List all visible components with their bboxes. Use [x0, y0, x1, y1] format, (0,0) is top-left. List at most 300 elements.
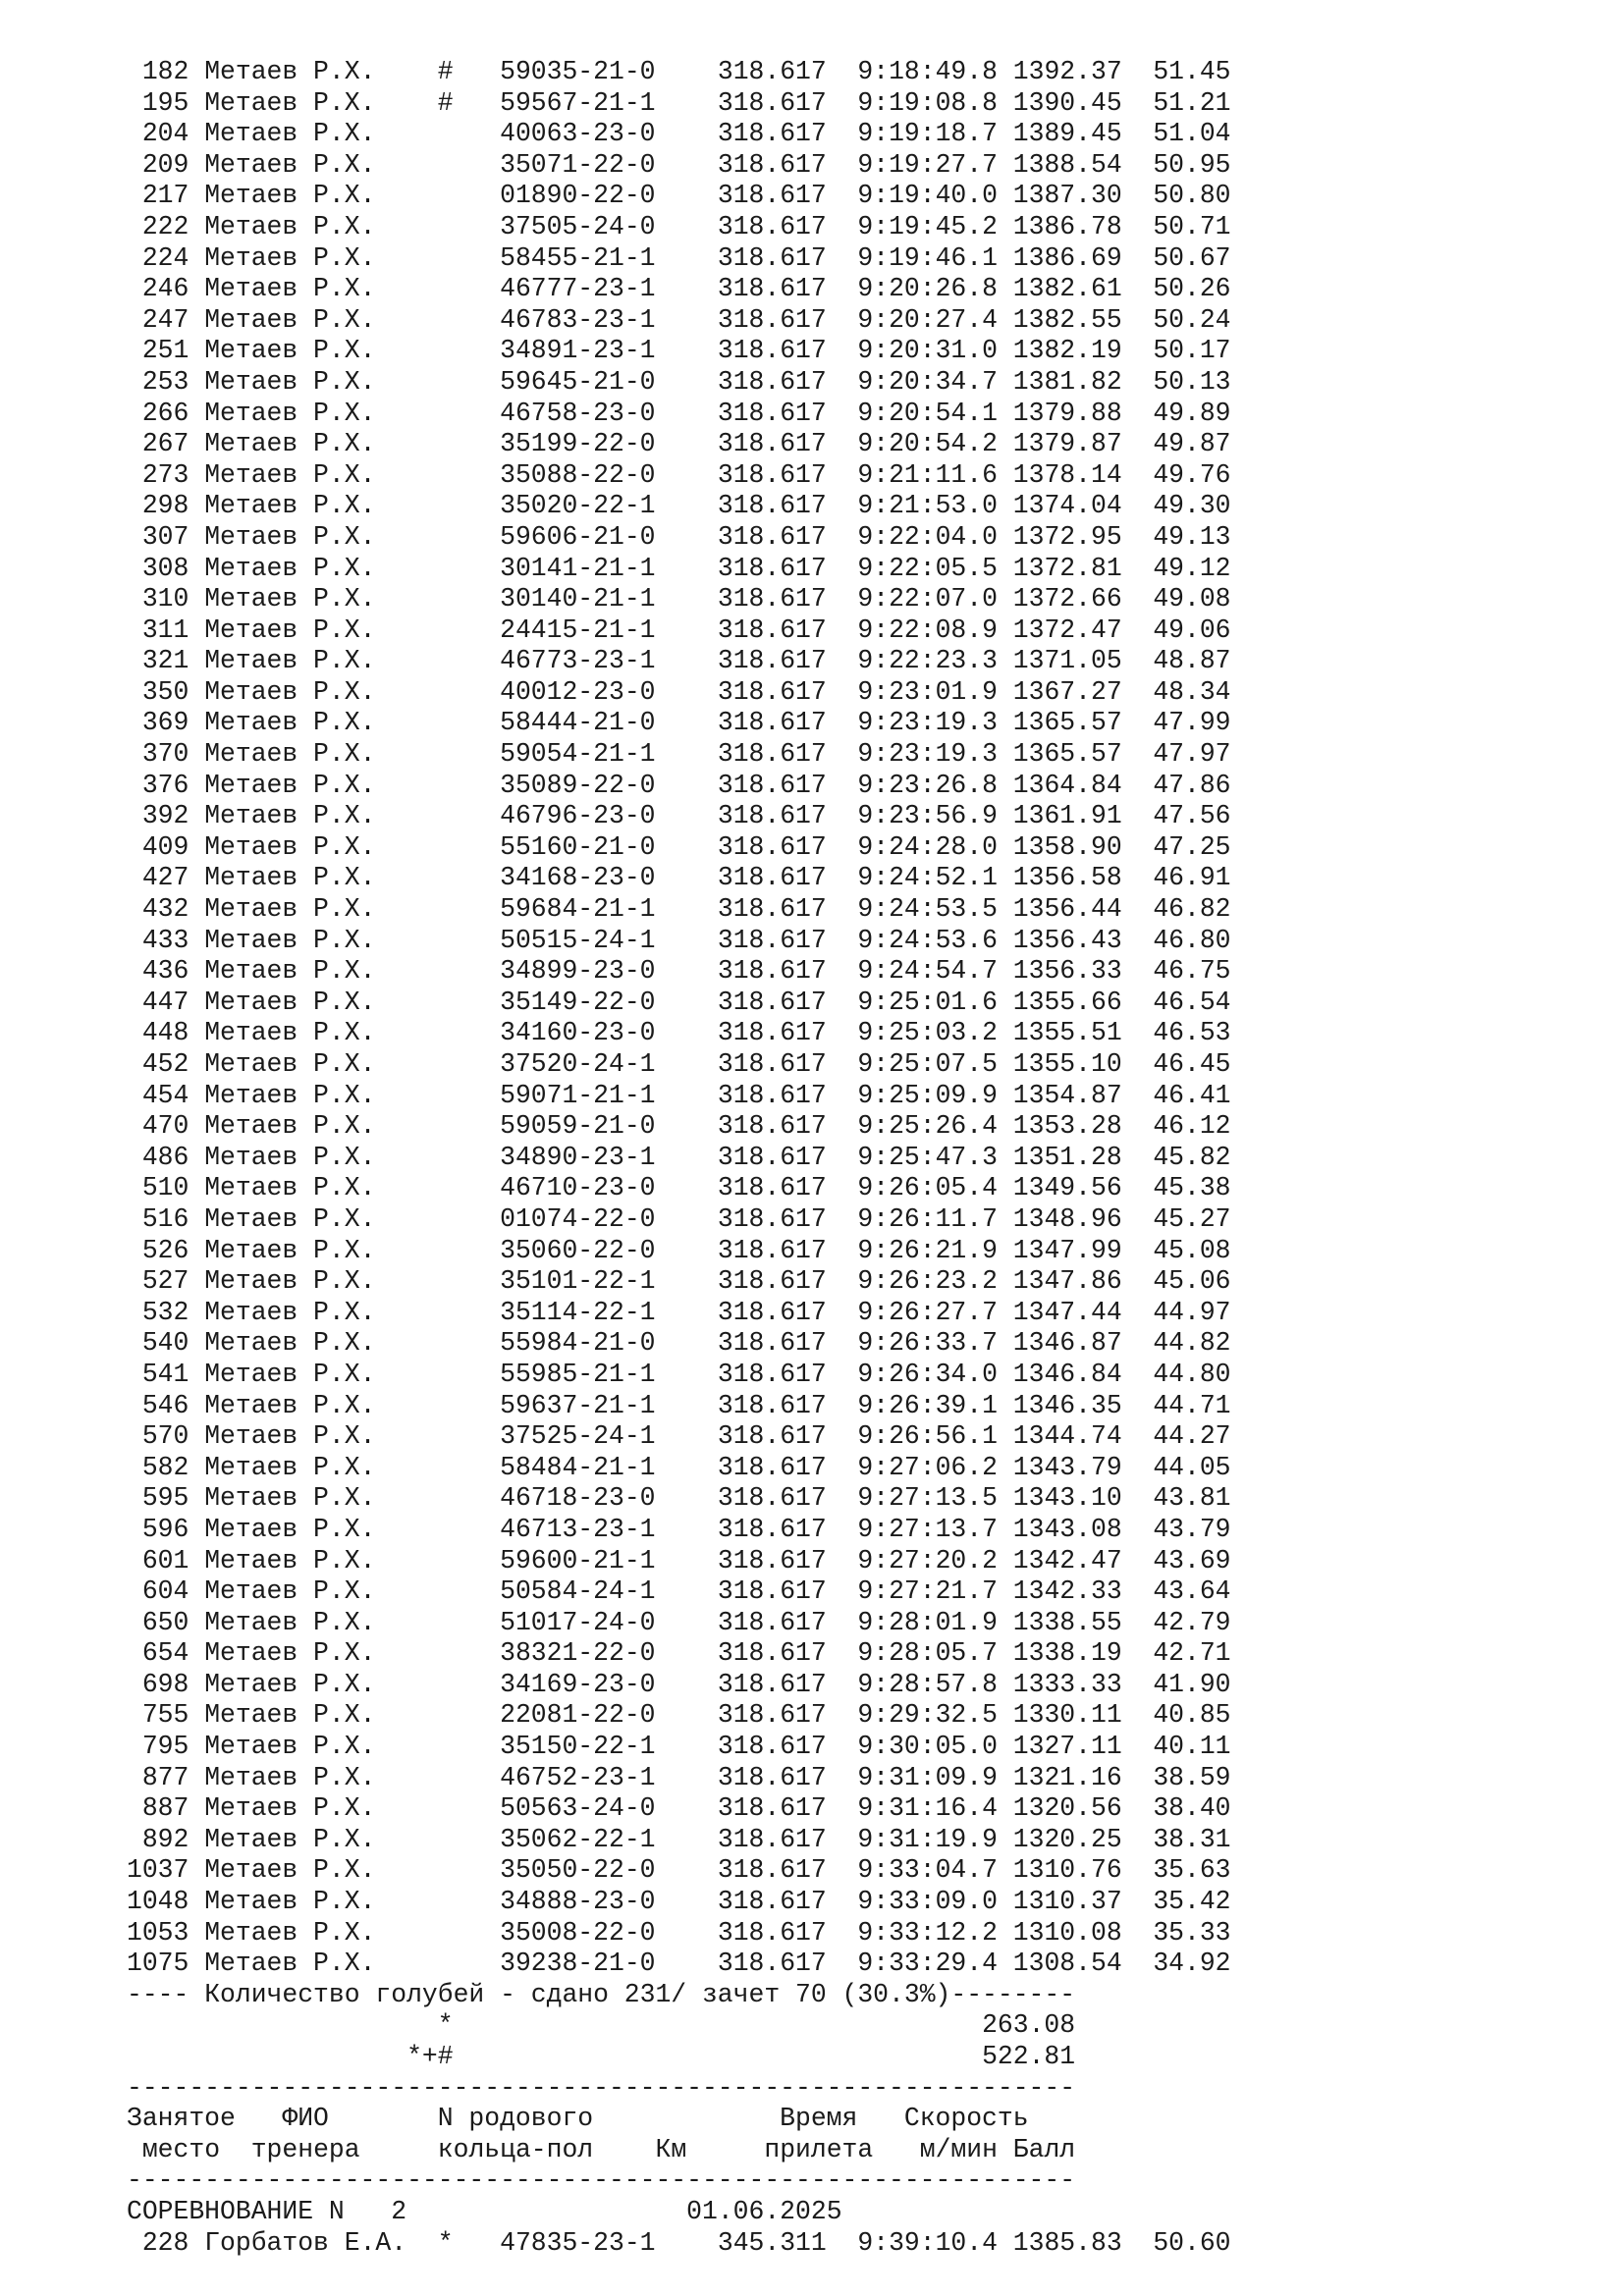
ring-cell: 46796-23-0 — [500, 801, 656, 831]
score-cell: 49.06 — [1137, 614, 1231, 645]
score-cell: 46.12 — [1137, 1111, 1231, 1142]
score-cell: 45.82 — [1137, 1142, 1231, 1172]
place-cell: 541 — [127, 1359, 189, 1389]
trainer-cell: Метаев Р.Х. — [204, 1328, 438, 1359]
score-cell: 44.82 — [1137, 1328, 1231, 1359]
score-cell: 50.60 — [1137, 2227, 1231, 2258]
place-cell: 447 — [127, 987, 189, 1017]
place-cell: 698 — [127, 1669, 189, 1699]
time-cell: 9:19:45.2 — [857, 211, 998, 241]
km-cell: 318.617 — [717, 1266, 827, 1297]
time-cell: 9:26:39.1 — [857, 1390, 998, 1420]
mark-cell — [438, 584, 454, 614]
time-cell: 9:23:26.8 — [857, 770, 998, 800]
ring-cell: 34888-23-0 — [500, 1887, 656, 1917]
trainer-cell: Метаев Р.Х. — [204, 863, 438, 893]
mark-cell — [438, 181, 454, 210]
speed-cell: 1381.82 — [1012, 366, 1122, 397]
km-cell: 318.617 — [717, 242, 827, 273]
km-cell: 318.617 — [717, 1949, 827, 1979]
km-cell: 318.617 — [717, 181, 827, 211]
trainer-cell: Метаев Р.Х. — [204, 1452, 438, 1482]
km-cell: 318.617 — [717, 956, 827, 987]
ring-cell: 59606-21-0 — [500, 521, 656, 552]
ring-cell: 59035-21-0 — [500, 57, 656, 86]
place-cell: 321 — [127, 646, 189, 676]
time-cell: 9:20:34.7 — [857, 366, 998, 397]
score-cell: 49.89 — [1137, 398, 1231, 428]
km-cell: 318.617 — [717, 1173, 827, 1203]
score-cell: 49.76 — [1137, 459, 1231, 490]
table-row — [127, 1453, 1231, 1484]
speed-cell: 1330.11 — [1012, 1700, 1122, 1731]
score-cell: 45.38 — [1137, 1173, 1231, 1203]
speed-cell: 1387.30 — [1012, 181, 1122, 211]
speed-cell: 1343.79 — [1012, 1452, 1122, 1482]
speed-cell: 1378.14 — [1012, 459, 1122, 490]
score-cell: 34.92 — [1137, 1949, 1231, 1979]
column-header — [127, 2135, 1231, 2166]
speed-cell: 1382.19 — [1012, 336, 1122, 366]
mark-cell — [438, 1546, 454, 1575]
mark-cell — [438, 1670, 454, 1699]
mark-cell — [438, 1515, 454, 1544]
ring-cell: 35199-22-0 — [500, 429, 656, 459]
ring-cell: 34168-23-0 — [500, 863, 656, 893]
time-cell: 9:26:11.7 — [857, 1203, 998, 1234]
place-cell: 526 — [127, 1235, 189, 1265]
ring-cell: 34890-23-1 — [500, 1142, 656, 1172]
table-row — [127, 1576, 1231, 1608]
km-cell: 318.617 — [717, 366, 827, 397]
km-cell: 318.617 — [717, 894, 827, 925]
score-cell: 49.13 — [1137, 521, 1231, 552]
km-cell: 318.617 — [717, 614, 827, 645]
table-row — [127, 1298, 1231, 1329]
table-row — [127, 926, 1231, 957]
header-place: место — [141, 2134, 221, 2164]
time-cell: 9:26:21.9 — [857, 1235, 998, 1265]
subtotal-line — [127, 2042, 1231, 2073]
km-cell: 318.617 — [717, 770, 827, 800]
mark-cell — [438, 1236, 454, 1265]
ring-cell: 59567-21-1 — [500, 87, 656, 118]
place-cell: 795 — [127, 1732, 189, 1762]
time-cell: 9:24:54.7 — [857, 956, 998, 987]
speed-cell: 1372.81 — [1012, 553, 1122, 583]
mark-cell — [438, 1887, 454, 1916]
time-cell: 9:24:52.1 — [857, 863, 998, 893]
table-row — [127, 1793, 1231, 1825]
table-row — [127, 1111, 1231, 1143]
trainer-cell: Метаев Р.Х. — [204, 242, 438, 273]
place-cell: 298 — [127, 491, 189, 521]
km-cell: 318.617 — [717, 1514, 827, 1544]
competition-date: 01.06.2025 — [686, 2196, 842, 2226]
trainer-cell: Метаев Р.Х. — [204, 894, 438, 925]
score-cell: 45.27 — [1137, 1203, 1231, 1234]
place-cell: 755 — [127, 1700, 189, 1731]
trainer-cell: Метаев Р.Х. — [204, 149, 438, 180]
mark-cell — [438, 739, 454, 769]
km-cell: 318.617 — [717, 491, 827, 521]
trainer-cell: Метаев Р.Х. — [204, 676, 438, 707]
table-row — [127, 832, 1231, 864]
trainer-cell: Метаев Р.Х. — [204, 57, 438, 86]
mark-cell — [438, 1918, 454, 1948]
trainer-cell: Метаев Р.Х. — [204, 1949, 438, 1979]
km-cell: 318.617 — [717, 1452, 827, 1482]
mark-cell — [438, 1173, 454, 1202]
place-cell: 350 — [127, 676, 189, 707]
score-cell: 43.64 — [1137, 1576, 1231, 1607]
mark-cell — [438, 1328, 454, 1358]
time-cell: 9:21:11.6 — [857, 459, 998, 490]
mark-cell — [438, 1049, 454, 1079]
ring-cell: 35008-22-0 — [500, 1917, 656, 1948]
mark-cell — [438, 1576, 454, 1606]
ring-cell: 38321-22-0 — [500, 1638, 656, 1669]
mark-cell — [438, 801, 454, 830]
place-cell: 228 — [127, 2227, 189, 2258]
km-cell: 318.617 — [717, 1049, 827, 1079]
trainer-cell: Метаев Р.Х. — [204, 708, 438, 738]
score-cell: 51.45 — [1137, 57, 1231, 86]
trainer-cell: Метаев Р.Х. — [204, 801, 438, 831]
place-cell: 527 — [127, 1266, 189, 1297]
km-cell: 318.617 — [717, 584, 827, 614]
place-cell: 311 — [127, 614, 189, 645]
speed-cell: 1342.47 — [1012, 1545, 1122, 1575]
mark-cell — [438, 119, 454, 148]
score-cell: 46.75 — [1137, 956, 1231, 987]
ring-cell: 30140-21-1 — [500, 584, 656, 614]
place-cell: 209 — [127, 149, 189, 180]
trainer-cell: Метаев Р.Х. — [204, 770, 438, 800]
ring-cell: 59054-21-1 — [500, 739, 656, 770]
km-cell: 318.617 — [717, 1328, 827, 1359]
mark-cell — [438, 1018, 454, 1047]
mark-cell: # — [437, 57, 454, 86]
trainer-cell: Метаев Р.Х. — [204, 1700, 438, 1731]
mark-cell — [438, 1421, 454, 1451]
header-trainer: тренера — [250, 2134, 360, 2164]
time-cell: 9:20:31.0 — [857, 336, 998, 366]
km-cell: 318.617 — [717, 429, 827, 459]
trainer-cell: Метаев Р.Х. — [204, 1173, 438, 1203]
speed-cell: 1346.35 — [1012, 1390, 1122, 1420]
place-cell: 204 — [127, 119, 189, 149]
score-cell: 50.95 — [1137, 149, 1231, 180]
ring-cell: 35060-22-0 — [500, 1235, 656, 1265]
place-cell: 540 — [127, 1328, 189, 1359]
place-cell: 247 — [127, 304, 189, 335]
time-cell: 9:31:09.9 — [857, 1762, 998, 1792]
time-cell: 9:25:03.2 — [857, 1018, 998, 1048]
trainer-cell: Метаев Р.Х. — [204, 459, 438, 490]
summary-text: Количество голубей - сдано 231/ зачет 70 (30.3%) — [204, 1979, 951, 2009]
ring-cell: 35114-22-1 — [500, 1297, 656, 1327]
mark-cell — [438, 1453, 454, 1482]
place-cell: 452 — [127, 1049, 189, 1079]
score-cell: 48.87 — [1137, 646, 1231, 676]
trainer-cell: Метаев Р.Х. — [204, 646, 438, 676]
mark-cell — [438, 1793, 454, 1823]
trainer-cell: Метаев Р.Х. — [204, 1297, 438, 1327]
speed-cell: 1310.76 — [1012, 1855, 1122, 1886]
time-cell: 9:25:26.4 — [857, 1111, 998, 1142]
speed-cell: 1356.43 — [1012, 925, 1122, 955]
place-cell: 251 — [127, 336, 189, 366]
km-cell: 318.617 — [717, 274, 827, 304]
ring-cell: 35089-22-0 — [500, 770, 656, 800]
km-cell: 318.617 — [717, 1855, 827, 1886]
trainer-cell: Метаев Р.Х. — [204, 119, 438, 149]
table-row — [127, 988, 1231, 1019]
time-cell: 9:33:12.2 — [857, 1917, 998, 1948]
mark-cell — [438, 522, 454, 552]
speed-cell: 1385.83 — [1012, 2227, 1122, 2258]
trainer-cell: Метаев Р.Х. — [204, 1793, 438, 1824]
ring-cell: 59071-21-1 — [500, 1080, 656, 1110]
speed-cell: 1372.95 — [1012, 521, 1122, 552]
km-cell: 318.617 — [717, 1607, 827, 1637]
trainer-cell: Метаев Р.Х. — [204, 1607, 438, 1637]
trainer-cell: Метаев Р.Х. — [204, 831, 438, 862]
mark-cell — [438, 399, 454, 428]
table-row — [127, 554, 1231, 585]
time-cell: 9:21:53.0 — [857, 491, 998, 521]
score-cell: 38.40 — [1137, 1793, 1231, 1824]
km-cell: 318.617 — [717, 1638, 827, 1669]
header-time: прилета — [764, 2134, 874, 2164]
ring-cell: 24415-21-1 — [500, 614, 656, 645]
mark-cell — [438, 771, 454, 800]
separator: ------------------------------------------------------------- — [127, 2165, 1076, 2196]
km-cell: 318.617 — [717, 1142, 827, 1172]
score-cell: 46.80 — [1137, 925, 1231, 955]
time-cell: 9:19:18.7 — [857, 119, 998, 149]
mark-cell — [438, 1949, 454, 1978]
km-cell: 318.617 — [717, 1297, 827, 1327]
time-cell: 9:27:20.2 — [857, 1545, 998, 1575]
mark-cell — [438, 1483, 454, 1513]
table-row — [127, 1825, 1231, 1856]
table-row — [127, 1421, 1231, 1453]
mark-cell — [438, 491, 454, 520]
trainer-cell: Метаев Р.Х. — [204, 987, 438, 1017]
table-row — [127, 1855, 1231, 1887]
km-cell: 318.617 — [717, 1576, 827, 1607]
table-row — [127, 57, 1231, 88]
table-row — [127, 1608, 1231, 1639]
time-cell: 9:25:47.3 — [857, 1142, 998, 1172]
time-cell: 9:23:56.9 — [857, 801, 998, 831]
km-cell: 318.617 — [717, 863, 827, 893]
time-cell: 9:29:32.5 — [857, 1700, 998, 1731]
place-cell: 1075 — [127, 1949, 189, 1979]
trainer-cell: Метаев Р.Х. — [204, 521, 438, 552]
header-time: Время — [780, 2104, 858, 2134]
place-cell: 436 — [127, 956, 189, 987]
place-cell: 1037 — [127, 1855, 189, 1886]
trainer-cell: Горбатов Е.А. — [204, 2227, 438, 2258]
table-row — [127, 1204, 1231, 1236]
ring-cell: 35101-22-1 — [500, 1266, 656, 1297]
mark-cell — [438, 212, 454, 241]
score-cell: 38.31 — [1137, 1824, 1231, 1854]
place-cell: 307 — [127, 521, 189, 552]
table-row — [127, 708, 1231, 739]
km-cell: 318.617 — [717, 739, 827, 770]
subtotal-marker: * — [437, 2010, 454, 2041]
time-cell: 9:27:21.7 — [857, 1576, 998, 1607]
time-cell: 9:22:23.3 — [857, 646, 998, 676]
ring-cell: 59684-21-1 — [500, 894, 656, 925]
place-cell: 510 — [127, 1173, 189, 1203]
time-cell: 9:33:09.0 — [857, 1887, 998, 1917]
score-cell: 46.45 — [1137, 1049, 1231, 1079]
speed-cell: 1343.10 — [1012, 1483, 1122, 1514]
table-row — [127, 1018, 1231, 1049]
place-cell: 604 — [127, 1576, 189, 1607]
table-row — [127, 1949, 1231, 1980]
place-cell: 267 — [127, 429, 189, 459]
trainer-cell: Метаев Р.Х. — [204, 398, 438, 428]
mark-cell — [438, 554, 454, 583]
trainer-cell: Метаев Р.Х. — [204, 553, 438, 583]
time-cell: 9:20:54.1 — [857, 398, 998, 428]
table-row — [127, 1173, 1231, 1204]
ring-cell: 58455-21-1 — [500, 242, 656, 273]
score-cell: 50.24 — [1137, 304, 1231, 335]
trainer-cell: Метаев Р.Х. — [204, 1855, 438, 1886]
km-cell: 318.617 — [717, 1732, 827, 1762]
ring-cell: 58444-21-0 — [500, 708, 656, 738]
place-cell: 392 — [127, 801, 189, 831]
time-cell: 9:28:01.9 — [857, 1607, 998, 1637]
speed-cell: 1379.88 — [1012, 398, 1122, 428]
speed-cell: 1390.45 — [1012, 87, 1122, 118]
speed-cell: 1351.28 — [1012, 1142, 1122, 1172]
trainer-cell: Метаев Р.Х. — [204, 614, 438, 645]
header-trainer: ФИО — [282, 2104, 329, 2134]
score-cell: 44.80 — [1137, 1359, 1231, 1389]
trainer-cell: Метаев Р.Х. — [204, 1732, 438, 1762]
ring-cell: 50515-24-1 — [500, 925, 656, 955]
table-row — [127, 88, 1231, 120]
ring-cell: 59059-21-0 — [500, 1111, 656, 1142]
place-cell: 370 — [127, 739, 189, 770]
score-cell: 46.41 — [1137, 1080, 1231, 1110]
score-cell: 41.90 — [1137, 1669, 1231, 1699]
time-cell: 9:26:05.4 — [857, 1173, 998, 1203]
score-cell: 47.56 — [1137, 801, 1231, 831]
time-cell: 9:19:46.1 — [857, 242, 998, 273]
place-cell: 654 — [127, 1638, 189, 1669]
speed-cell: 1333.33 — [1012, 1669, 1122, 1699]
mark-cell — [438, 1360, 454, 1389]
table-row — [127, 181, 1231, 212]
time-cell: 9:18:49.8 — [857, 57, 998, 86]
time-cell: 9:28:05.7 — [857, 1638, 998, 1669]
trainer-cell: Метаев Р.Х. — [204, 274, 438, 304]
place-cell: 308 — [127, 553, 189, 583]
mark-cell — [438, 708, 454, 737]
km-cell: 318.617 — [717, 553, 827, 583]
mark-cell — [438, 429, 454, 458]
km-cell: 318.617 — [717, 1235, 827, 1265]
ring-cell: 35071-22-0 — [500, 149, 656, 180]
place-cell: 433 — [127, 925, 189, 955]
ring-cell: 37520-24-1 — [500, 1049, 656, 1079]
time-cell: 9:20:27.4 — [857, 304, 998, 335]
score-cell: 47.25 — [1137, 831, 1231, 862]
score-cell: 47.97 — [1137, 739, 1231, 770]
speed-cell: 1358.90 — [1012, 831, 1122, 862]
km-cell: 318.617 — [717, 1700, 827, 1731]
subtotal-marker: *+# — [406, 2042, 454, 2071]
speed-cell: 1392.37 — [1012, 57, 1122, 86]
speed-cell: 1353.28 — [1012, 1111, 1122, 1142]
ring-cell: 35020-22-1 — [500, 491, 656, 521]
speed-cell: 1367.27 — [1012, 676, 1122, 707]
km-cell: 318.617 — [717, 1203, 827, 1234]
km-cell: 318.617 — [717, 1762, 827, 1792]
place-cell: 650 — [127, 1607, 189, 1637]
table-row — [127, 305, 1231, 337]
time-cell: 9:24:53.6 — [857, 925, 998, 955]
place-cell: 595 — [127, 1483, 189, 1514]
time-cell: 9:20:54.2 — [857, 429, 998, 459]
trainer-cell: Метаев Р.Х. — [204, 304, 438, 335]
score-cell: 49.08 — [1137, 584, 1231, 614]
table-row — [127, 367, 1231, 399]
mark-cell — [438, 1763, 454, 1792]
trainer-cell: Метаев Р.Х. — [204, 1049, 438, 1079]
mark-cell — [438, 832, 454, 862]
place-cell: 376 — [127, 770, 189, 800]
place-cell: 877 — [127, 1762, 189, 1792]
place-cell: 887 — [127, 1793, 189, 1824]
mark-cell — [438, 1825, 454, 1854]
time-cell: 9:31:16.4 — [857, 1793, 998, 1824]
place-cell: 454 — [127, 1080, 189, 1110]
speed-cell: 1347.99 — [1012, 1235, 1122, 1265]
time-cell: 9:23:19.3 — [857, 739, 998, 770]
competition-title — [127, 2197, 1231, 2228]
time-cell: 9:22:07.0 — [857, 584, 998, 614]
table-row — [127, 1360, 1231, 1391]
score-cell: 44.05 — [1137, 1452, 1231, 1482]
ring-cell: 50563-24-0 — [500, 1793, 656, 1824]
km-cell: 318.617 — [717, 211, 827, 241]
km-cell: 318.617 — [717, 149, 827, 180]
place-cell: 1053 — [127, 1917, 189, 1948]
header-km: Км — [655, 2134, 687, 2164]
trainer-cell: Метаев Р.Х. — [204, 1824, 438, 1854]
speed-cell: 1342.33 — [1012, 1576, 1122, 1607]
mark-cell — [438, 1732, 454, 1761]
mark-cell — [438, 1638, 454, 1668]
ring-cell: 59600-21-1 — [500, 1545, 656, 1575]
table-row — [127, 771, 1231, 802]
mark-cell — [438, 1608, 454, 1637]
place-cell: 601 — [127, 1545, 189, 1575]
ring-cell: 34891-23-1 — [500, 336, 656, 366]
km-cell: 318.617 — [717, 1080, 827, 1110]
ring-cell: 35062-22-1 — [500, 1824, 656, 1854]
